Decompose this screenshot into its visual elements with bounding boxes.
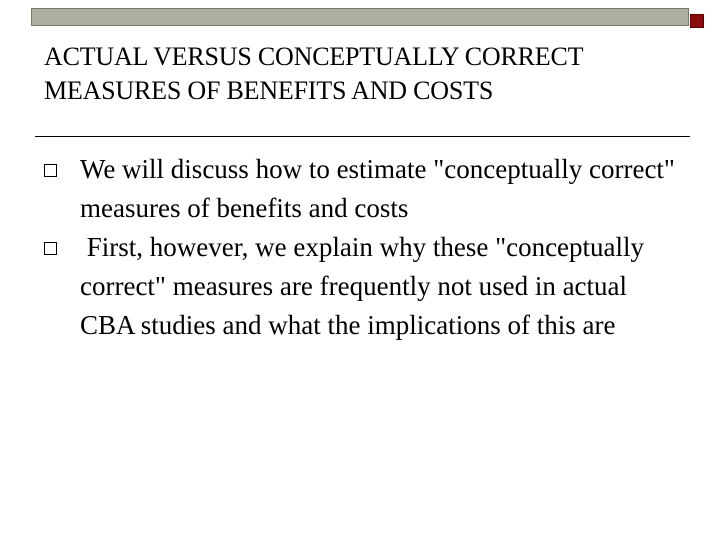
slide-title-line-1: ACTUAL VERSUS CONCEPTUALLY CORRECT [44, 42, 584, 71]
square-bullet-icon [44, 242, 57, 255]
decorative-corner-square [690, 14, 704, 28]
bullet-item [44, 150, 684, 228]
slide-title-line-2: MEASURES OF BENEFITS AND COSTS [44, 76, 494, 105]
bullet-item [44, 228, 684, 345]
title-divider [35, 136, 690, 137]
bullet-text: We will discuss how to estimate "conceptually correct" measures of benefits and costs [80, 154, 675, 223]
slide-title [44, 40, 684, 108]
square-bullet-icon [44, 164, 57, 177]
bullet-list [44, 150, 684, 345]
bullet-text: First, however, we explain why these "conceptually correct" measures are frequently not used in actual CBA studies and what the implications of this are [80, 232, 651, 340]
slide-header-bar [31, 8, 689, 26]
